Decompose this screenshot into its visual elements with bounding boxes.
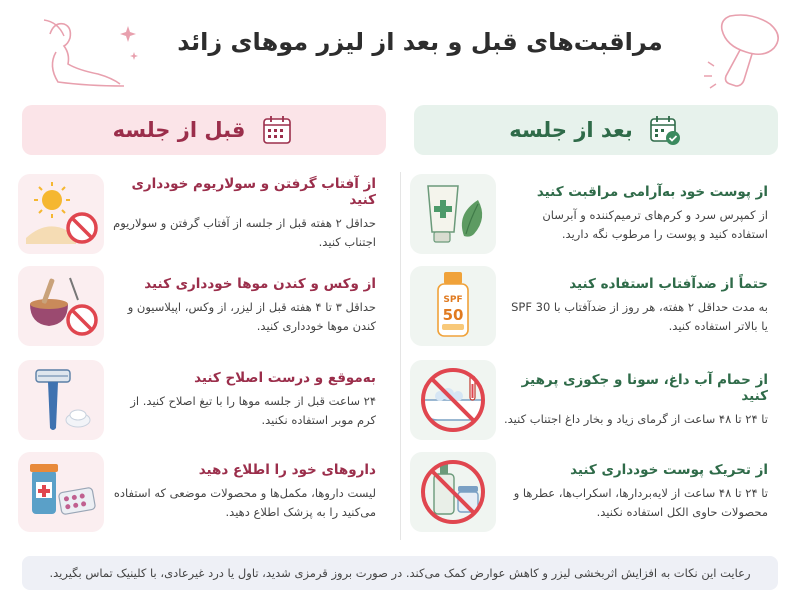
laser-device-icon [700, 6, 790, 90]
column-divider [400, 172, 401, 540]
footer-note: رعایت این نکات به افزایش اثربخشی لیزر و کاهش عوارض کمک می‌کند. در صورت بروز قرمزی شدید، تاول یا درد غیرعادی، با کلینیک تماس بگیرید. [22, 556, 778, 590]
after-item-title: از تحریک پوست خودداری کنید [570, 462, 768, 478]
header [0, 0, 800, 96]
after-session-header [414, 105, 778, 155]
before-session-header [22, 105, 386, 155]
after-item-sunscreen [410, 262, 782, 350]
before-item-sun [18, 170, 390, 258]
after-item-desc: از کمپرس سرد و کرم‌های ترمیم‌کننده و آبرسان استفاده کنید و پوست را مرطوب نگه دارید. [542, 208, 768, 241]
cream-tube-icon [414, 178, 492, 250]
after-item-title: از حمام آب داغ، سونا و جکوزی پرهیز کنید [521, 371, 768, 404]
before-item-title: داروهای خود را اطلاع دهید [198, 462, 376, 478]
woman-silhouette-icon [30, 12, 140, 92]
calendar-icon [259, 112, 295, 148]
after-item-hot-bath [410, 356, 782, 444]
before-item-title: از وکس و کندن موها خودداری کنید [144, 276, 376, 292]
bathtub-no-icon [414, 364, 492, 436]
before-item-desc: حداقل ۲ هفته قبل از جلسه از آفتاب گرفتن و سولاریوم اجتناب کنید. [113, 216, 376, 249]
after-item-skin-care [410, 170, 782, 258]
after-item-desc: تا ۲۴ تا ۴۸ ساعت از لایه‌بردارها، اسکراب‌ها، عطرها و محصولات حاوی الکل استفاده نکنید. [513, 486, 768, 519]
before-item-medication [18, 448, 390, 536]
before-item-desc: حداقل ۳ تا ۴ هفته قبل از لیزر، از وکس، اپیلاسیون و کندن موها خودداری کنید. [127, 300, 376, 333]
razor-icon [22, 364, 100, 436]
before-item-title: به‌موقع و درست اصلاح کنید [194, 370, 376, 386]
before-item-desc: ۲۴ ساعت قبل از جلسه موها را با تیغ اصلاح کنید. از کرم موبر استفاده نکنید. [130, 394, 376, 427]
sunscreen-icon [414, 270, 492, 342]
medication-icon [22, 456, 100, 528]
before-item-title: از آفتاب گرفتن و سولاریوم خودداری کنید [131, 176, 376, 208]
before-session-title: قبل از جلسه [112, 118, 246, 142]
after-session-title: بعد از جلسه [509, 118, 633, 142]
svg-text:50: 50 [442, 306, 464, 324]
calendar-check-icon [647, 112, 683, 148]
page-title: مراقبت‌های قبل و بعد از لیزر موهای زائد [177, 28, 663, 56]
wax-no-icon [22, 270, 100, 342]
svg-text:SPF: SPF [443, 295, 463, 305]
after-item-desc: به مدت حداقل ۲ هفته، هر روز از ضدآفتاب با SPF 30 یا بالاتر استفاده کنید. [511, 300, 768, 333]
after-item-irritation [410, 448, 782, 536]
cosmetics-no-icon [414, 456, 492, 528]
before-item-desc: لیست داروها، مکمل‌ها و محصولات موضعی که استفاده می‌کنید را به پزشک اطلاع دهید. [113, 486, 376, 519]
before-item-wax [18, 262, 390, 350]
after-item-desc: تا ۲۴ تا ۴۸ ساعت از گرمای زیاد و بخار داغ اجتناب کنید. [503, 411, 768, 426]
after-item-title: حتماً از ضدآفتاب استفاده کنید [569, 276, 768, 292]
sun-no-icon [22, 178, 100, 250]
before-item-shave [18, 356, 390, 444]
after-item-title: از پوست خود به‌آرامی مراقبت کنید [536, 184, 768, 200]
